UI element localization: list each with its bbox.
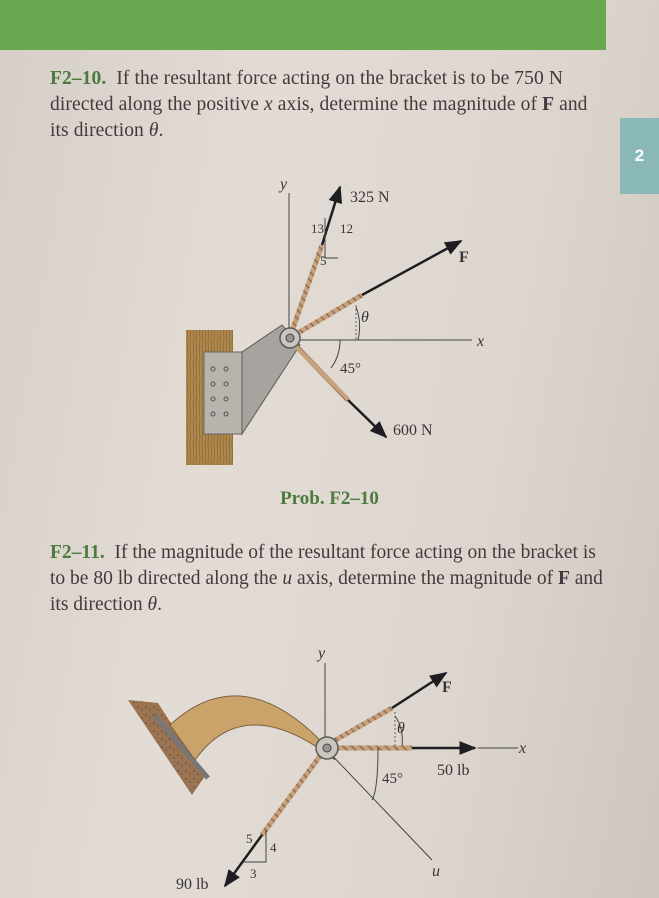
problem-number: F2–11. bbox=[50, 542, 105, 563]
y-axis-label: y bbox=[280, 176, 288, 193]
chapter-tab-number: 2 bbox=[634, 146, 645, 165]
theta: θ bbox=[147, 594, 158, 615]
label-600: 600 N bbox=[393, 422, 433, 439]
problem-text: axis, determine the magnitude of bbox=[277, 94, 538, 115]
curved-bracket bbox=[170, 696, 335, 760]
problem-text: and its direction bbox=[50, 94, 588, 141]
label-90: 90 lb bbox=[176, 876, 209, 893]
tri-13: 13 bbox=[311, 221, 324, 236]
tri-3: 3 bbox=[250, 866, 257, 881]
axis-u: u bbox=[282, 568, 293, 589]
pin bbox=[323, 744, 331, 752]
period: . bbox=[157, 594, 162, 615]
angle-45-arc bbox=[372, 748, 378, 800]
figure-caption: Prob. F2–10 bbox=[280, 488, 379, 509]
label-f: F bbox=[442, 679, 452, 696]
u-axis bbox=[325, 748, 432, 860]
label-325: 325 N bbox=[350, 189, 390, 206]
label-50: 50 lb bbox=[437, 762, 470, 779]
y-axis-label: y bbox=[318, 645, 326, 662]
problem-text: If the resultant force acting on the bracket is to be 750 N directed along the positive bbox=[50, 68, 564, 115]
rope-f bbox=[332, 708, 392, 742]
rope-90 bbox=[262, 756, 320, 835]
force-f: F bbox=[542, 94, 555, 115]
problem-text: and its direction bbox=[50, 568, 603, 615]
theta-label: θ bbox=[397, 720, 405, 737]
problem-text: axis, determine the magnitude of bbox=[296, 568, 554, 589]
u-axis-label: u bbox=[432, 863, 440, 880]
problem-text: If the magnitude of the resultant force acting on the bracket is to be 80 lb directed along the bbox=[50, 542, 596, 589]
period: . bbox=[158, 120, 164, 141]
theta: θ bbox=[148, 120, 159, 141]
force-f: F bbox=[557, 568, 570, 589]
x-axis-label: x bbox=[519, 740, 527, 757]
axis-x: x bbox=[264, 94, 273, 115]
label-f: F bbox=[459, 249, 469, 266]
problem-number: F2–10. bbox=[50, 68, 107, 89]
tri-12: 12 bbox=[340, 221, 353, 236]
x-axis-label: x bbox=[477, 333, 485, 350]
theta-label: θ bbox=[361, 309, 369, 326]
tri-4: 4 bbox=[270, 840, 277, 855]
tri-5: 5 bbox=[320, 253, 327, 268]
angle-45-label: 45° bbox=[382, 771, 403, 787]
arrow-f bbox=[392, 673, 446, 708]
tri-5: 5 bbox=[246, 831, 253, 846]
angle-45-label: 45° bbox=[340, 361, 361, 377]
